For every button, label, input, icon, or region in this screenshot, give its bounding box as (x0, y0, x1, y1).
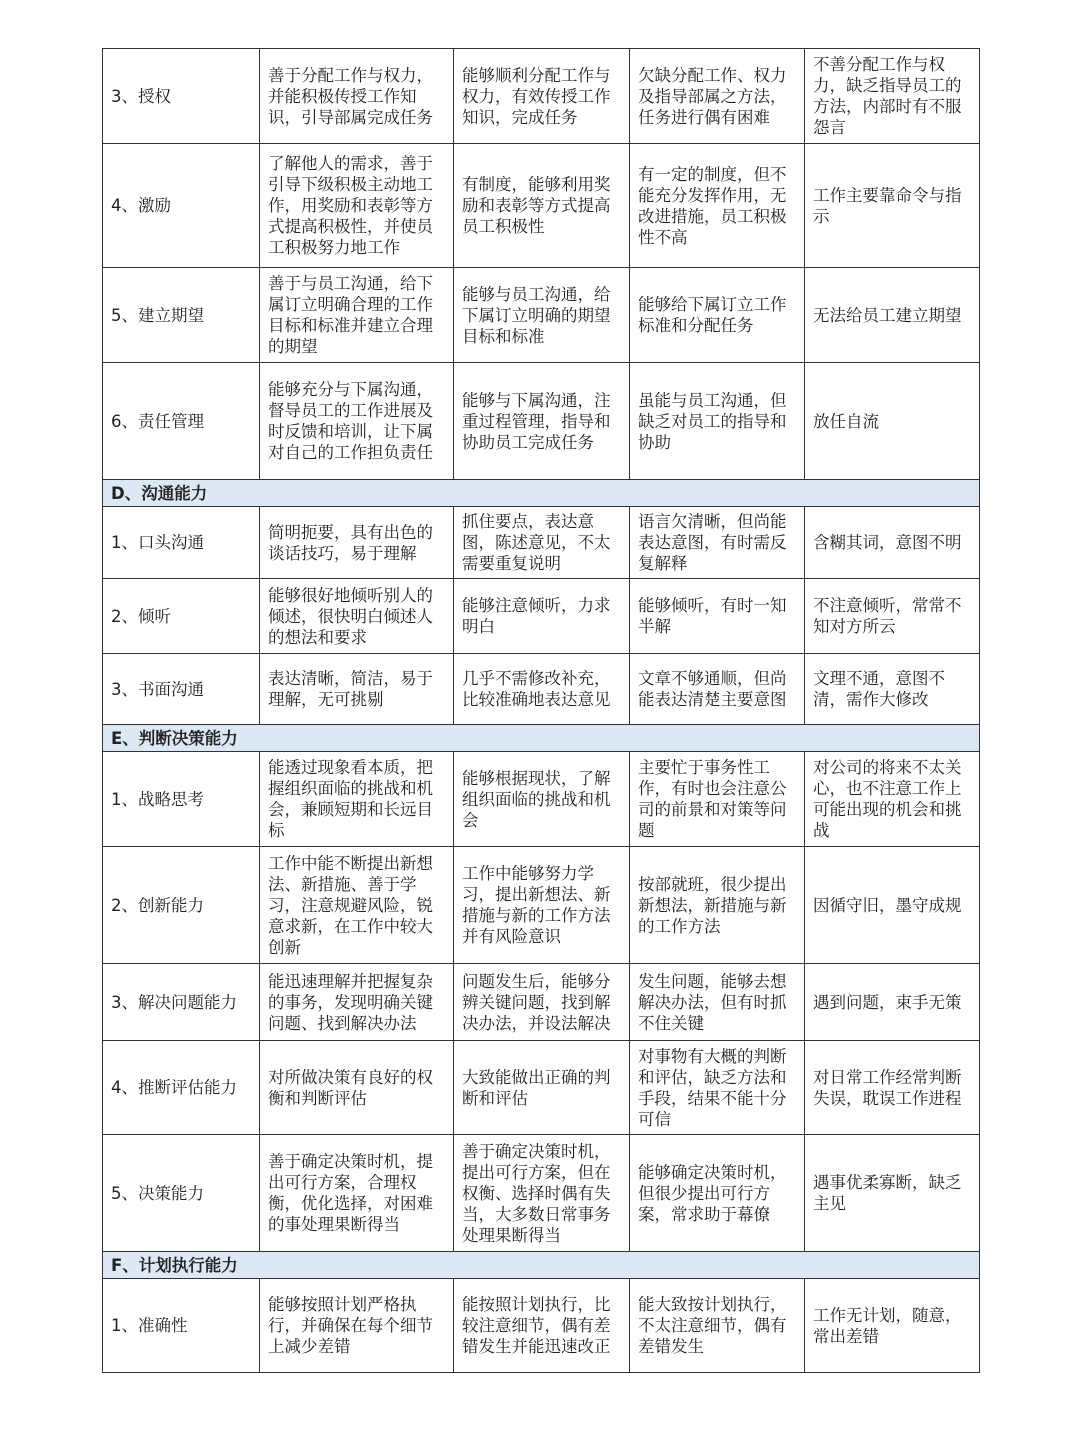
level-excellent: 表达清晰，简洁，易于理解，无可挑剔 (260, 654, 454, 725)
section-header-row (103, 725, 980, 752)
level-fair: 主要忙于事务性工作，有时也会注意公司的前景和对策等问题 (630, 752, 805, 847)
level-excellent: 善于与员工沟通，给下属订立明确合理的工作目标和标准并建立合理的期望 (260, 268, 454, 363)
level-excellent: 善于分配工作与权力，并能积极传授工作知识，引导部属完成任务 (260, 49, 454, 144)
level-excellent: 工作中能不断提出新想法、新措施、善于学习，注意规避风险，锐意求新，在工作中较大创新 (260, 847, 454, 964)
criterion-name: 4、激励 (103, 144, 260, 268)
table-row (103, 268, 980, 363)
level-poor: 无法给员工建立期望 (805, 268, 980, 363)
level-fair: 按部就班，很少提出新想法，新措施与新的工作方法 (630, 847, 805, 964)
level-poor: 不善分配工作与权力，缺乏指导员工的方法，内部时有不服怨言 (805, 49, 980, 144)
level-fair: 虽能与员工沟通，但缺乏对员工的指导和协助 (630, 363, 805, 480)
level-poor: 工作无计划，随意，常出差错 (805, 1279, 980, 1373)
table-row (103, 654, 980, 725)
criterion-name: 2、倾听 (103, 579, 260, 654)
level-fair: 能够给下属订立工作标准和分配任务 (630, 268, 805, 363)
level-good: 能够与员工沟通，给下属订立明确的期望目标和标准 (454, 268, 630, 363)
criterion-name: 3、解决问题能力 (103, 964, 260, 1041)
level-good: 工作中能够努力学习，提出新想法、新措施与新的工作方法并有风险意识 (454, 847, 630, 964)
level-good: 问题发生后，能够分辨关键问题，找到解决办法，并设法解决 (454, 964, 630, 1041)
section-title: E、判断决策能力 (103, 725, 980, 752)
level-poor: 对日常工作经常判断失误，耽误工作进程 (805, 1041, 980, 1135)
table-row (103, 752, 980, 847)
level-good: 能按照计划执行，比较注意细节，偶有差错发生并能迅速改正 (454, 1279, 630, 1373)
criterion-name: 3、授权 (103, 49, 260, 144)
level-fair: 能够倾听，有时一知半解 (630, 579, 805, 654)
table-row (103, 847, 980, 964)
level-good: 几乎不需修改补充，比较准确地表达意见 (454, 654, 630, 725)
criterion-name: 3、书面沟通 (103, 654, 260, 725)
criterion-name: 5、决策能力 (103, 1135, 260, 1252)
level-poor: 放任自流 (805, 363, 980, 480)
level-excellent: 能迅速理解并把握复杂的事务，发现明确关键问题、找到解决办法 (260, 964, 454, 1041)
level-good: 能够注意倾听，力求明白 (454, 579, 630, 654)
level-good: 有制度，能够利用奖励和表彰等方式提高员工积极性 (454, 144, 630, 268)
evaluation-table (102, 48, 980, 1373)
criterion-name: 2、创新能力 (103, 847, 260, 964)
section-title: F、计划执行能力 (103, 1252, 980, 1279)
level-excellent: 能够充分与下属沟通，督导员工的工作进展及时反馈和培训，让下属对自己的工作担负责任 (260, 363, 454, 480)
level-poor: 工作主要靠命令与指示 (805, 144, 980, 268)
level-poor: 含糊其词，意图不明 (805, 507, 980, 579)
criterion-name: 1、战略思考 (103, 752, 260, 847)
table-row (103, 1135, 980, 1252)
level-excellent: 对所做决策有良好的权衡和判断评估 (260, 1041, 454, 1135)
level-good: 善于确定决策时机，提出可行方案，但在权衡、选择时偶有失当，大多数日常事务处理果断得当 (454, 1135, 630, 1252)
level-poor: 文理不通，意图不清，需作大修改 (805, 654, 980, 725)
level-good: 能够顺利分配工作与权力，有效传授工作知识，完成任务 (454, 49, 630, 144)
level-poor: 不注意倾听，常常不知对方所云 (805, 579, 980, 654)
level-poor: 对公司的将来不太关心，也不注意工作上可能出现的机会和挑战 (805, 752, 980, 847)
level-fair: 欠缺分配工作、权力及指导部属之方法，任务进行偶有困难 (630, 49, 805, 144)
level-fair: 能大致按计划执行，不太注意细节，偶有差错发生 (630, 1279, 805, 1373)
table-row (103, 579, 980, 654)
section-header-row (103, 480, 980, 507)
level-good: 能够与下属沟通，注重过程管理，指导和协助员工完成任务 (454, 363, 630, 480)
level-fair: 有一定的制度，但不能充分发挥作用，无改进措施，员工积极性不高 (630, 144, 805, 268)
level-excellent: 简明扼要，具有出色的谈话技巧，易于理解 (260, 507, 454, 579)
level-poor: 遇到问题，束手无策 (805, 964, 980, 1041)
section-header-row (103, 1252, 980, 1279)
level-good: 抓住要点，表达意图，陈述意见，不太需要重复说明 (454, 507, 630, 579)
level-good: 大致能做出正确的判断和评估 (454, 1041, 630, 1135)
table-row (103, 1041, 980, 1135)
level-excellent: 了解他人的需求，善于引导下级积极主动地工作，用奖励和表彰等方式提高积极性，并使员工积极努力地工作 (260, 144, 454, 268)
level-fair: 能够确定决策时机，但很少提出可行方案，常求助于幕僚 (630, 1135, 805, 1252)
level-poor: 因循守旧，墨守成规 (805, 847, 980, 964)
level-fair: 文章不够通顺，但尚能表达清楚主要意图 (630, 654, 805, 725)
table-row (103, 507, 980, 579)
criterion-name: 6、责任管理 (103, 363, 260, 480)
level-poor: 遇事优柔寡断，缺乏主见 (805, 1135, 980, 1252)
level-good: 能够根据现状，了解组织面临的挑战和机会 (454, 752, 630, 847)
level-excellent: 善于确定决策时机，提出可行方案，合理权衡，优化选择，对困难的事处理果断得当 (260, 1135, 454, 1252)
criterion-name: 5、建立期望 (103, 268, 260, 363)
table-row (103, 964, 980, 1041)
level-excellent: 能够按照计划严格执行，并确保在每个细节上减少差错 (260, 1279, 454, 1373)
table-row (103, 144, 980, 268)
level-excellent: 能透过现象看本质，把握组织面临的挑战和机会，兼顾短期和长远目标 (260, 752, 454, 847)
criterion-name: 1、准确性 (103, 1279, 260, 1373)
level-fair: 语言欠清晰，但尚能表达意图，有时需反复解释 (630, 507, 805, 579)
criterion-name: 4、推断评估能力 (103, 1041, 260, 1135)
level-fair: 对事物有大概的判断和评估，缺乏方法和手段，结果不能十分可信 (630, 1041, 805, 1135)
level-fair: 发生问题，能够去想解决办法，但有时抓不住关键 (630, 964, 805, 1041)
section-title: D、沟通能力 (103, 480, 980, 507)
level-excellent: 能够很好地倾听别人的倾述，很快明白倾述人的想法和要求 (260, 579, 454, 654)
table-row (103, 1279, 980, 1373)
table-row (103, 49, 980, 144)
table-row (103, 363, 980, 480)
criterion-name: 1、口头沟通 (103, 507, 260, 579)
